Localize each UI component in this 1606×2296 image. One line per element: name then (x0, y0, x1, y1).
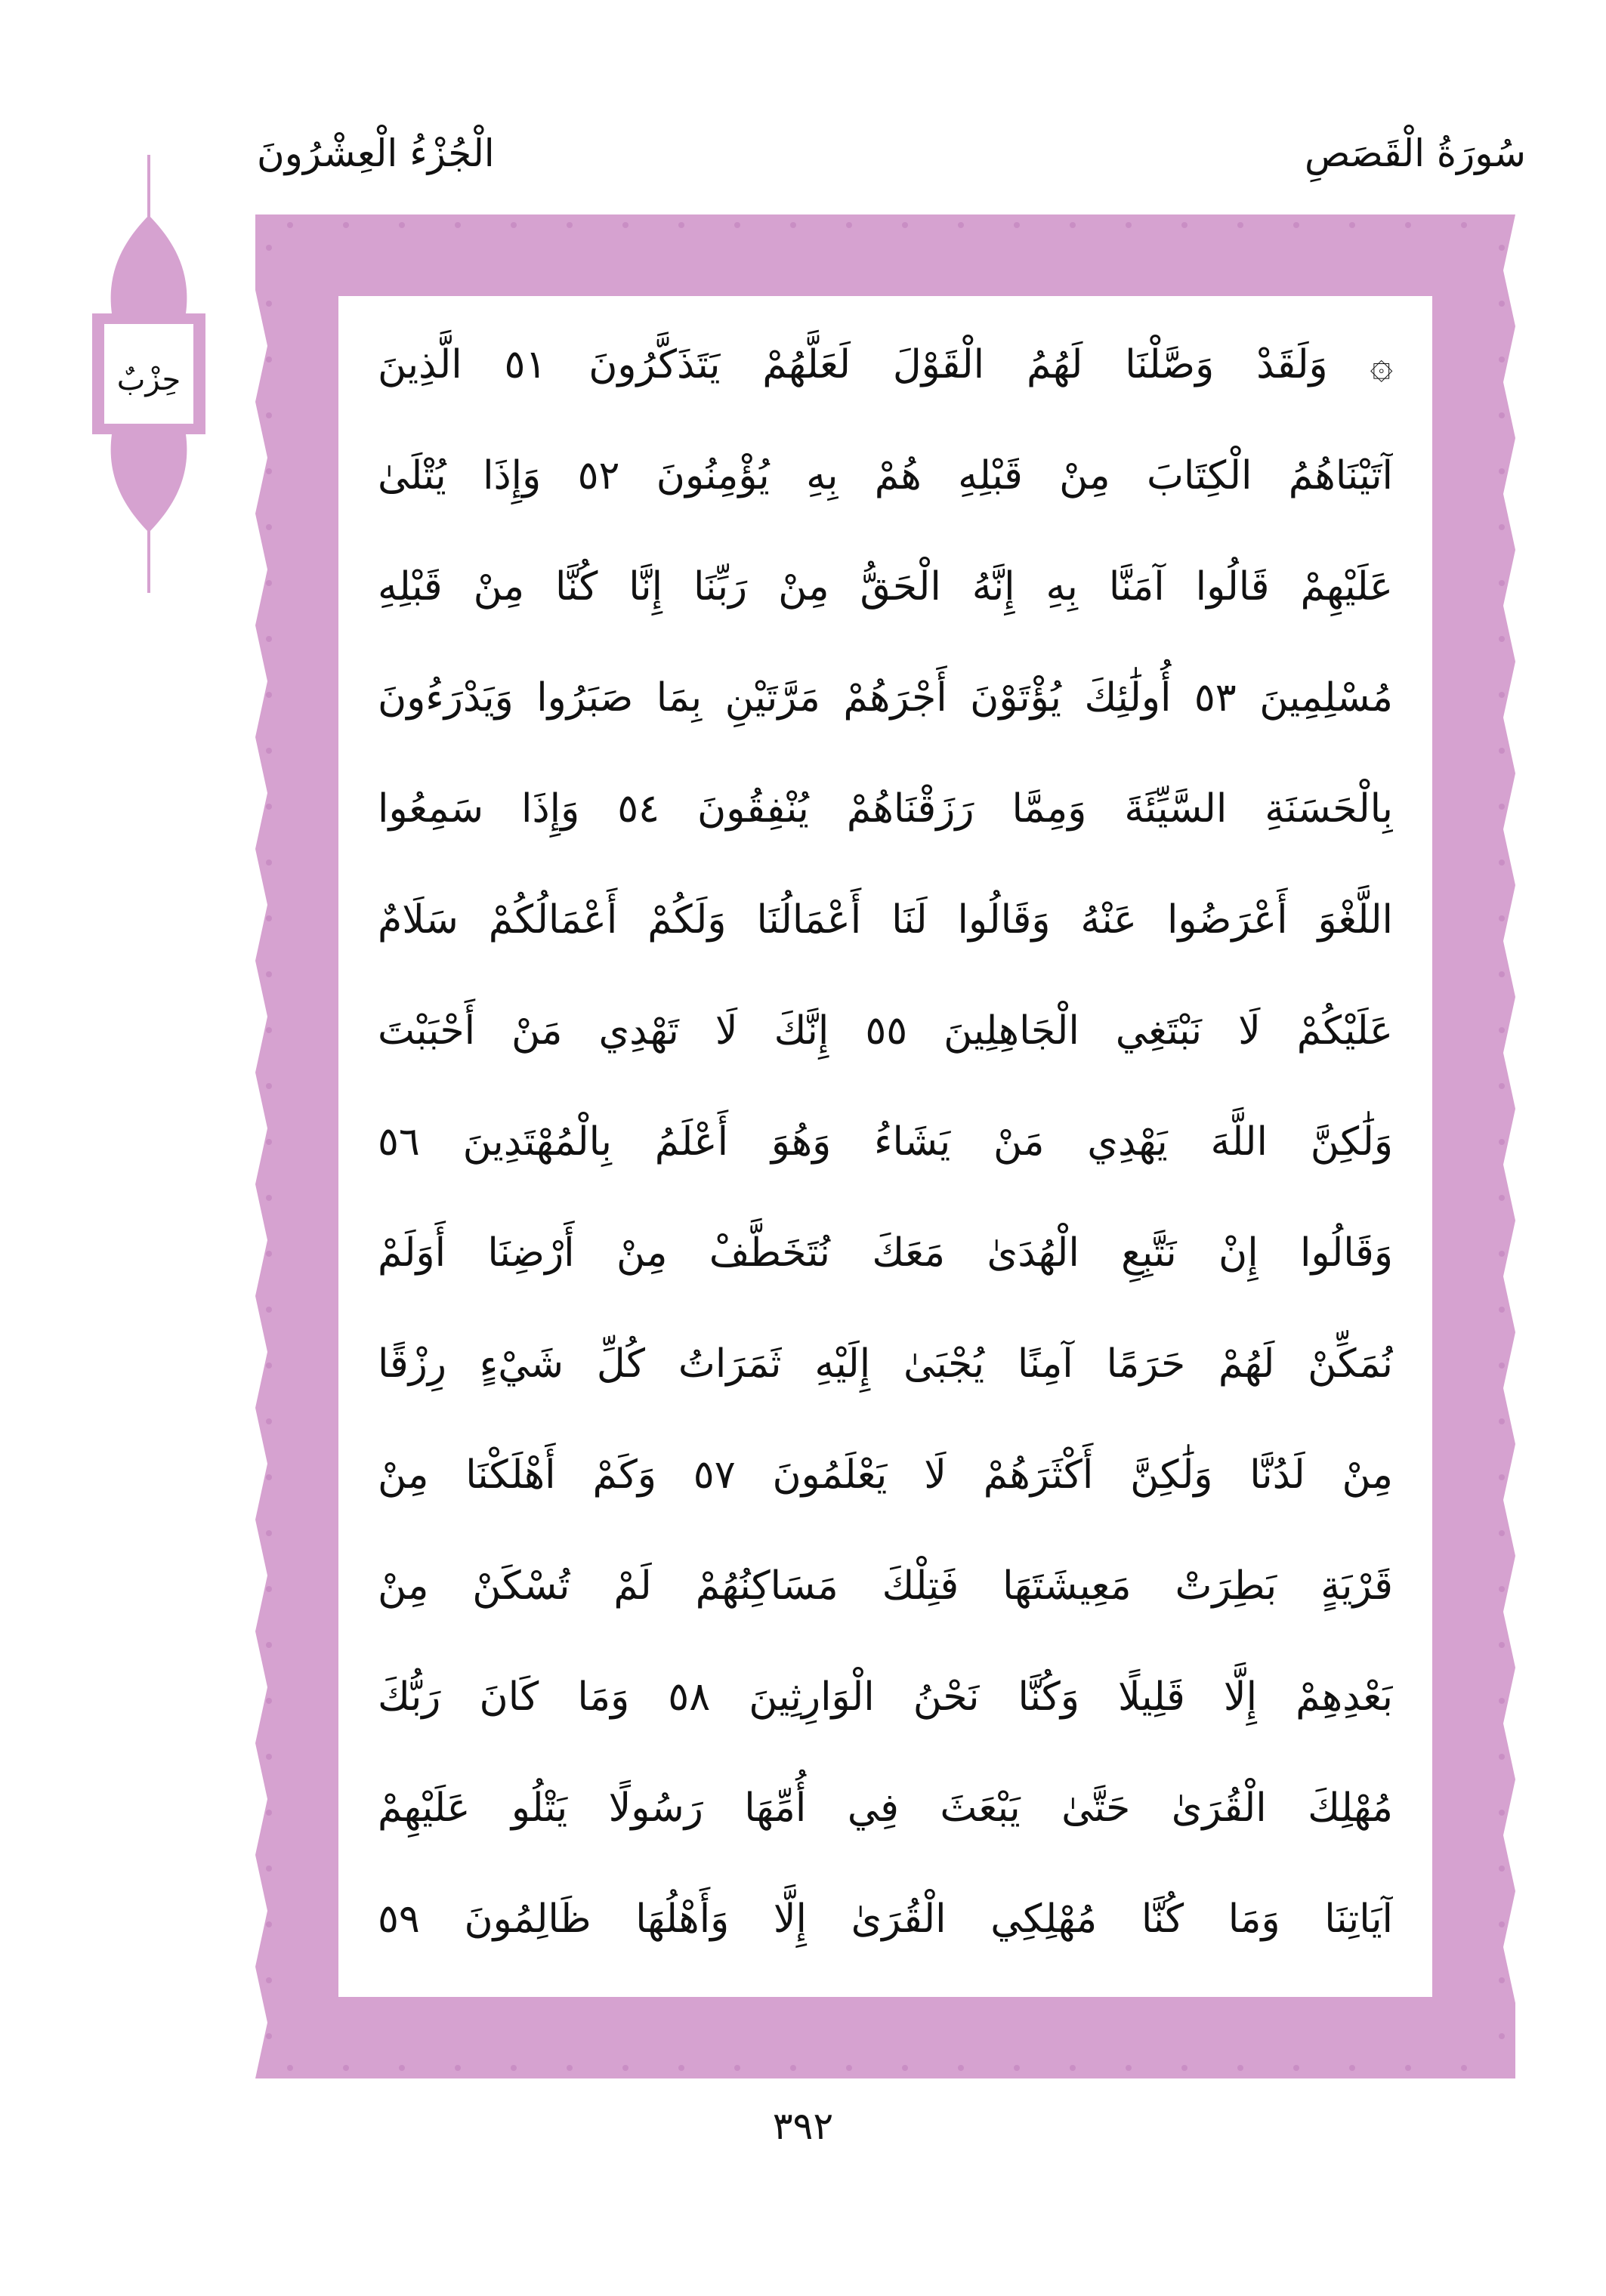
frame-dot (266, 1698, 272, 1704)
frame-dot (1499, 1866, 1505, 1872)
frame-dot (734, 222, 740, 228)
frame-dot (511, 2065, 517, 2071)
frame-dot (266, 636, 272, 642)
frame-dot (622, 222, 629, 228)
text-line-6: اللَّغْوَ أَعْرَضُوا عَنْهُ وَقَالُوا لَنَا أَعْمَالُنَا وَلَكُمْ أَعْمَالُكُمْ سَلَامٌ (378, 897, 1393, 943)
text-line-8: وَلَٰكِنَّ اللَّهَ يَهْدِي مَنْ يَشَاءُ وَهُوَ أَعْلَمُ بِالْمُهْتَدِينَ ٥٦ (378, 1119, 1393, 1165)
text-line-4: مُسْلِمِينَ ٥٣ أُولَٰئِكَ يُؤْتَوْنَ أَجْرَهُمْ مَرَّتَيْنِ بِمَا صَبَرُوا وَيَدْرَءُونَ (378, 675, 1393, 721)
frame-dot (1461, 222, 1467, 228)
frame-dot (1499, 468, 1505, 474)
frame-dot (1499, 1027, 1505, 1033)
frame-dot (266, 1754, 272, 1760)
frame-dot (622, 2065, 629, 2071)
frame-dot (266, 1530, 272, 1536)
frame-dot (1499, 636, 1505, 642)
frame-dot (902, 2065, 908, 2071)
frame-dot (266, 1139, 272, 1145)
frame-dot (1070, 2065, 1076, 2071)
frame-dot (266, 245, 272, 251)
hizb-label: حِزْبٌ (116, 363, 181, 397)
frame-dot (1499, 524, 1505, 530)
frame-dot (343, 222, 349, 228)
frame-dot (266, 748, 272, 754)
frame-dot (266, 804, 272, 810)
frame-dot (287, 222, 293, 228)
frame-dot (678, 2065, 684, 2071)
frame-dot (1405, 2065, 1411, 2071)
frame-dot (455, 222, 461, 228)
frame-dot (1499, 1139, 1505, 1145)
frame-dot (266, 859, 272, 866)
frame-dot (1499, 1307, 1505, 1313)
frame-dot (846, 2065, 852, 2071)
frame-dot (266, 1307, 272, 1313)
frame-dot (266, 1810, 272, 1816)
frame-dot (266, 1586, 272, 1592)
frame-dot (266, 971, 272, 977)
frame-dot (1405, 222, 1411, 228)
juz-name: الْجُزْءُ الْعِشْرُونَ (257, 131, 495, 175)
frame-dot (1014, 222, 1020, 228)
frame-dot (1237, 222, 1243, 228)
frame-dot (1349, 2065, 1355, 2071)
frame-dot (343, 2065, 349, 2071)
text-line-3: عَلَيْهِمْ قَالُوا آمَنَّا بِهِ إِنَّهُ الْحَقُّ مِنْ رَبِّنَا إِنَّا كُنَّا مِنْ قَبْلِهِ (378, 564, 1393, 609)
frame-dot (266, 1083, 272, 1089)
frame-dot (266, 1195, 272, 1201)
frame-dot (1499, 1195, 1505, 1201)
frame-dot (1499, 301, 1505, 307)
frame-dot (1499, 1586, 1505, 1592)
text-line-7: عَلَيْكُمْ لَا نَبْتَغِي الْجَاهِلِينَ ٥٥ إِنَّكَ لَا تَهْدِي مَنْ أَحْبَبْتَ (378, 1008, 1393, 1054)
frame-dot (1237, 2065, 1243, 2071)
frame-dot (1070, 222, 1076, 228)
frame-dot (1499, 804, 1505, 810)
frame-dot (1499, 1418, 1505, 1424)
frame-dot (1499, 1530, 1505, 1536)
page-number: ٣٩٢ (772, 2104, 834, 2148)
frame-dot (1461, 2065, 1467, 2071)
frame-dot (1499, 245, 1505, 251)
frame-dot (958, 2065, 964, 2071)
frame-dot (266, 1866, 272, 1872)
frame-dot (266, 1418, 272, 1424)
text-line-14: مُهْلِكَ الْقُرَىٰ حَتَّىٰ يَبْعَثَ فِي أُمِّهَا رَسُولًا يَتْلُو عَلَيْهِمْ (378, 1785, 1393, 1831)
frame-dot (567, 222, 573, 228)
frame-dot (902, 222, 908, 228)
frame-dot (1499, 1083, 1505, 1089)
frame-dot (1499, 356, 1505, 363)
verse-lines (378, 310, 1393, 1975)
frame-dot (1499, 1642, 1505, 1648)
frame-dot (1499, 1698, 1505, 1704)
text-line-15: آيَاتِنَا وَمَا كُنَّا مُهْلِكِي الْقُرَىٰ إِلَّا وَأَهْلُهَا ظَالِمُونَ ٥٩ (378, 1896, 1393, 1942)
frame-dot (1499, 1474, 1505, 1480)
frame-dot (1499, 1921, 1505, 1927)
frame-dot (1499, 412, 1505, 418)
mushaf-text-area (338, 296, 1432, 1997)
frame-dot (1349, 222, 1355, 228)
text-line-1: ۞ وَلَقَدْ وَصَّلْنَا لَهُمُ الْقَوْلَ لَعَلَّهُمْ يَتَذَكَّرُونَ ٥١ الَّذِينَ (378, 342, 1393, 387)
frame-dot (266, 356, 272, 363)
frame-dot (266, 1642, 272, 1648)
text-line-11: مِنْ لَدُنَّا وَلَٰكِنَّ أَكْثَرَهُمْ لَا يَعْلَمُونَ ٥٧ وَكَمْ أَهْلَكْنَا مِنْ (378, 1452, 1393, 1498)
frame-dot (266, 2033, 272, 2039)
frame-dot (790, 2065, 796, 2071)
hizb-marker (89, 155, 208, 593)
text-line-10: نُمَكِّنْ لَهُمْ حَرَمًا آمِنًا يُجْبَىٰ إِلَيْهِ ثَمَرَاتُ كُلِّ شَيْءٍ رِزْقًا (378, 1341, 1393, 1387)
frame-dot (1181, 222, 1188, 228)
frame-dot (399, 2065, 405, 2071)
frame-dot (1499, 580, 1505, 586)
frame-dot (846, 222, 852, 228)
frame-dot (958, 222, 964, 228)
frame-dot (266, 692, 272, 698)
frame-dot (287, 2065, 293, 2071)
frame-dot (1499, 1251, 1505, 1257)
frame-dot (1293, 2065, 1299, 2071)
frame-dot (790, 222, 796, 228)
frame-dot (1499, 1977, 1505, 1983)
frame-dot (1499, 971, 1505, 977)
frame-dot (1293, 222, 1299, 228)
frame-dot (266, 915, 272, 921)
frame-dot (1499, 692, 1505, 698)
frame-dot (511, 222, 517, 228)
frame-dot (1014, 2065, 1020, 2071)
text-line-2: آتَيْنَاهُمُ الْكِتَابَ مِنْ قَبْلِهِ هُمْ بِهِ يُؤْمِنُونَ ٥٢ وَإِذَا يُتْلَىٰ (378, 453, 1393, 498)
frame-dot (266, 1921, 272, 1927)
text-line-5: بِالْحَسَنَةِ السَّيِّئَةَ وَمِمَّا رَزَقْنَاهُمْ يُنْفِقُونَ ٥٤ وَإِذَا سَمِعُوا (378, 786, 1393, 832)
frame-dot (266, 468, 272, 474)
frame-dot (1181, 2065, 1188, 2071)
frame-dot (266, 412, 272, 418)
frame-dot (1499, 1754, 1505, 1760)
text-line-9: وَقَالُوا إِنْ نَتَّبِعِ الْهُدَىٰ مَعَكَ نُتَخَطَّفْ مِنْ أَرْضِنَا أَوَلَمْ (378, 1230, 1393, 1276)
frame-dot (1499, 748, 1505, 754)
frame-dot (567, 2065, 573, 2071)
frame-dot (455, 2065, 461, 2071)
frame-dot (678, 222, 684, 228)
frame-dot (1499, 1362, 1505, 1369)
frame-dot (266, 1977, 272, 1983)
frame-dot (1499, 2033, 1505, 2039)
frame-dot (399, 222, 405, 228)
surah-name: سُورَةُ الْقَصَصِ (1305, 131, 1526, 175)
frame-dot (266, 580, 272, 586)
frame-dot (1126, 222, 1132, 228)
text-line-12: قَرْيَةٍ بَطِرَتْ مَعِيشَتَهَا فَتِلْكَ مَسَاكِنُهُمْ لَمْ تُسْكَنْ مِنْ (378, 1563, 1393, 1609)
frame-dot (266, 1474, 272, 1480)
frame-dot (266, 1251, 272, 1257)
frame-dot (266, 301, 272, 307)
frame-dot (266, 1362, 272, 1369)
frame-dot (734, 2065, 740, 2071)
frame-dot (1499, 915, 1505, 921)
text-line-13: بَعْدِهِمْ إِلَّا قَلِيلًا وَكُنَّا نَحْنُ الْوَارِثِينَ ٥٨ وَمَا كَانَ رَبُّكَ (378, 1674, 1393, 1720)
frame-dot (1499, 1810, 1505, 1816)
frame-dot (1499, 859, 1505, 866)
frame-dot (1126, 2065, 1132, 2071)
frame-dot (266, 524, 272, 530)
frame-dot (266, 1027, 272, 1033)
